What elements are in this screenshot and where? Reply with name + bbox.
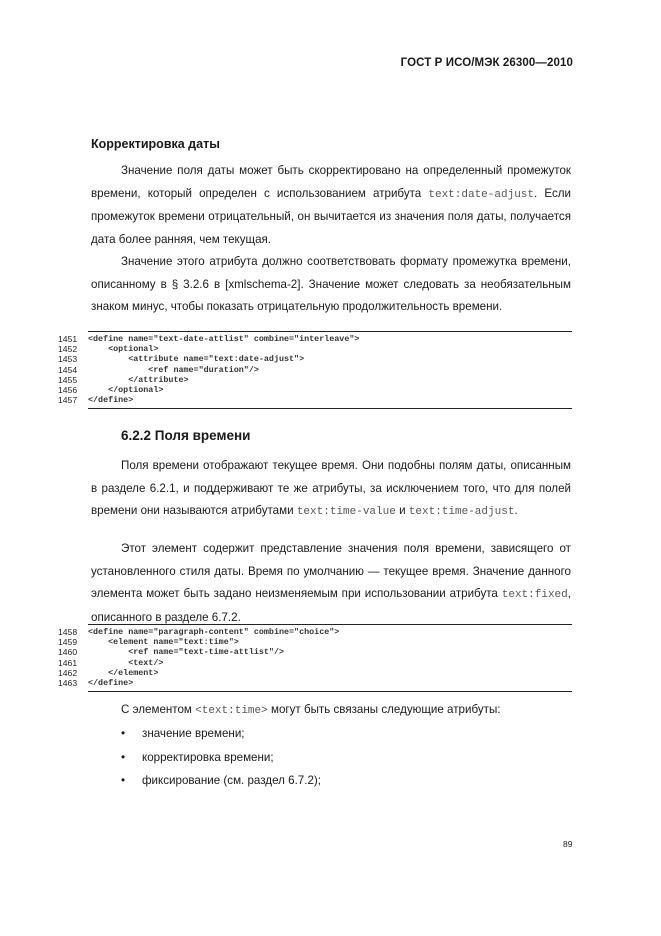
code-text: <text/> — [88, 657, 164, 668]
paragraph-text: и — [399, 504, 406, 518]
line-number: 1458 — [58, 627, 78, 637]
list-item-text: фиксирование (см. раздел 6.7.2); — [142, 774, 321, 787]
code-text: </define> — [88, 677, 134, 688]
line-number: 1455 — [58, 374, 78, 385]
code-line — [58, 657, 572, 668]
code-line — [58, 647, 572, 658]
paragraph-text: Этот элемент содержит представление значения поля времени, зависящего от установленного стиля даты. Время по умолчанию — текущее время. Значение данного элемента может быть задано неизменяемым при использовании атрибута — [91, 542, 571, 601]
code-inline: text:fixed — [501, 589, 568, 602]
paragraph-text: Значение поля даты может быть скорректировано на определенный промежуток времени, который определен с использованием атрибута — [91, 164, 571, 200]
list-item — [121, 723, 321, 747]
code-block-1 — [58, 331, 572, 409]
code-text: <optional> — [88, 344, 159, 355]
paragraph-attributes — [91, 699, 571, 723]
bullet-icon: • — [121, 727, 126, 740]
paragraph-text: , описанного в разделе 6.7.2. — [91, 587, 571, 624]
code-line — [58, 334, 572, 344]
code-text: <ref name="duration"/> — [88, 364, 259, 375]
code-text: <define name="text-date-attlist" combine="interleave"> — [88, 334, 360, 344]
code-inline: text:time-value — [296, 506, 396, 519]
code-inline: text:date-adjust — [428, 188, 534, 201]
line-number: 1452 — [58, 344, 78, 355]
code-line — [58, 395, 572, 406]
bullet-icon: • — [121, 774, 126, 787]
code-text: </define> — [88, 395, 134, 406]
line-number: 1451 — [58, 334, 78, 344]
paragraph-text: С элементом — [121, 703, 192, 716]
code-line — [58, 384, 572, 395]
code-line — [58, 364, 572, 375]
paragraph-time-fields — [91, 455, 571, 524]
line-number: 1457 — [58, 395, 78, 406]
code-text: <element name="text:time"> — [88, 637, 239, 648]
line-number: 1454 — [58, 364, 78, 375]
subsection-heading: 6.2.2 Поля времени — [121, 428, 251, 443]
list-item-text: значение времени; — [142, 727, 245, 740]
code-text: </attribute> — [88, 374, 189, 385]
paragraph-text: . — [514, 504, 518, 518]
line-number: 1453 — [58, 354, 78, 365]
list-item — [121, 770, 321, 794]
code-line — [58, 344, 572, 355]
code-line — [58, 667, 572, 678]
bullet-icon: • — [121, 750, 126, 764]
code-text: <ref name="text-time-attlist"/> — [88, 647, 285, 658]
paragraph-text: Поля времени отображают текущее время. Они подобны полям даты, описанным в разделе 6.2.1, и поддерживают те же атрибуты, за исключением того, что для полей времени они называются атрибутами — [91, 459, 571, 518]
code-inline: text:time-adjust — [408, 506, 515, 519]
code-line — [58, 627, 572, 637]
code-text: <attribute name="text:date-adjust"> — [88, 354, 305, 365]
paragraph-text: могут быть связаны следующие атрибуты: — [270, 703, 501, 716]
code-line — [58, 374, 572, 385]
list-item-text: корректировка времени; — [142, 750, 274, 764]
code-text: </optional> — [88, 384, 164, 395]
code-line — [58, 354, 572, 365]
attribute-list — [121, 723, 321, 794]
paragraph-date-adjust — [91, 160, 571, 251]
line-number: 1463 — [58, 677, 78, 688]
code-line — [58, 677, 572, 688]
paragraph-text: Значение этого атрибута должно соответствовать формату промежутка времени, описанному в § 3.2.6 в [xmlschema-2]. Значение может следовать за необязательным знаком минус, чтобы показать отрицательную продолжительность времени. — [91, 255, 571, 314]
code-line — [58, 637, 572, 648]
code-text: <define name="paragraph-content" combine="choice"> — [88, 627, 340, 637]
paragraph-text: . Если промежуток времени отрицательный, он вычитается из значения поля даты, получается дата более ранняя, чем текущая. — [91, 186, 571, 246]
line-number: 1461 — [58, 657, 78, 668]
code-block-2 — [58, 624, 572, 692]
line-number: 1462 — [58, 667, 78, 678]
code-inline: <text:time> — [195, 705, 268, 717]
page-number: 89 — [563, 839, 573, 849]
list-item — [121, 747, 321, 771]
section-heading: Корректировка даты — [91, 137, 220, 151]
line-number: 1456 — [58, 384, 78, 395]
paragraph-format — [91, 251, 571, 319]
code-text: </element> — [88, 667, 159, 678]
line-number: 1460 — [58, 647, 78, 658]
document-header: ГОСТ Р ИСО/МЭК 26300—2010 — [400, 57, 573, 69]
line-number: 1459 — [58, 637, 78, 648]
paragraph-element — [91, 538, 571, 629]
